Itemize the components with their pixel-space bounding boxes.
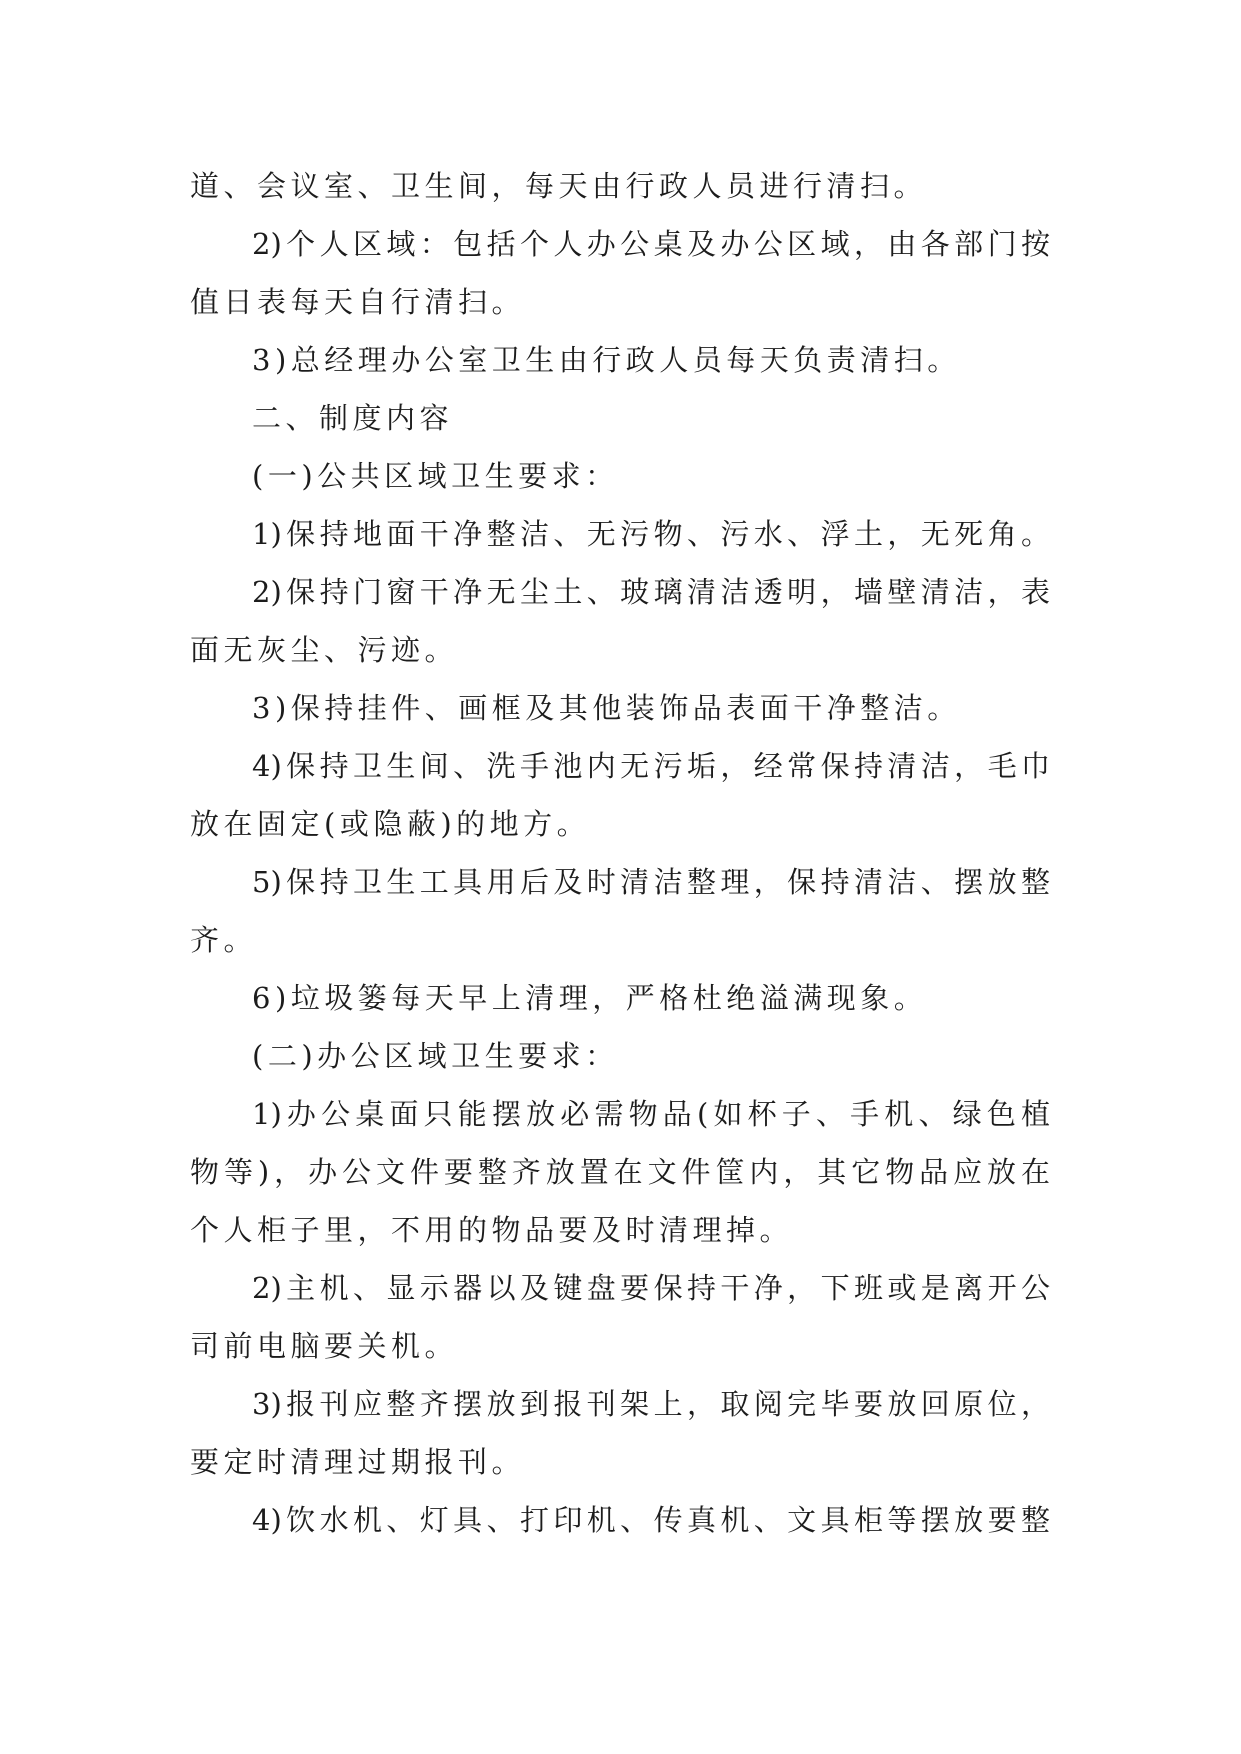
- paragraph: [190, 969, 1050, 1027]
- text-line: 6)垃圾篓每天早上清理，严格杜绝溢满现象。: [252, 981, 928, 1015]
- paragraph: [190, 1259, 1050, 1375]
- paragraph: [190, 215, 1050, 331]
- paragraph: [190, 157, 1050, 215]
- text-line: 放在固定(或隐蔽)的地方。: [190, 807, 591, 841]
- text-line: 个人柜子里，不用的物品要及时清理掉。: [190, 1213, 794, 1247]
- text-line: 道、会议室、卫生间，每天由行政人员进行清扫。: [190, 169, 928, 203]
- paragraph: [190, 737, 1050, 853]
- text-line: 2)保持门窗干净无尘土、玻璃清洁透明，墙壁清洁，表: [252, 575, 1050, 609]
- paragraph: [190, 331, 1050, 389]
- text-line: 1)办公桌面只能摆放必需物品(如杯子、手机、绿色植: [252, 1097, 1050, 1131]
- document-page: [190, 157, 1050, 1549]
- text-line: 4)保持卫生间、洗手池内无污垢，经常保持清洁，毛巾: [252, 749, 1050, 783]
- text-line: 2)个人区域：包括个人办公桌及办公区域，由各部门按: [252, 227, 1050, 261]
- paragraph: [190, 679, 1050, 737]
- text-line: (二)办公区域卫生要求：: [252, 1039, 619, 1073]
- text-line: 要定时清理过期报刊。: [190, 1445, 526, 1479]
- text-line: 司前电脑要关机。: [190, 1329, 459, 1363]
- paragraph: [190, 1491, 1050, 1549]
- paragraph: [190, 563, 1050, 679]
- text-line: 5)保持卫生工具用后及时清洁整理，保持清洁、摆放整: [252, 865, 1050, 899]
- text-line: 面无灰尘、污迹。: [190, 633, 459, 667]
- text-line: 3)保持挂件、画框及其他装饰品表面干净整洁。: [252, 691, 961, 725]
- paragraph: [190, 853, 1050, 969]
- text-line: 值日表每天自行清扫。: [190, 285, 526, 319]
- paragraph: [190, 1085, 1050, 1259]
- text-line: (一)公共区域卫生要求：: [252, 459, 619, 493]
- text-line: 2)主机、显示器以及键盘要保持干净，下班或是离开公: [252, 1271, 1050, 1305]
- text-line: 齐。: [190, 923, 258, 957]
- text-line: 二、制度内容: [252, 401, 454, 435]
- paragraph: [190, 1375, 1050, 1491]
- text-line: 1)保持地面干净整洁、无污物、污水、浮土，无死角。: [252, 517, 1050, 551]
- paragraph: [190, 505, 1050, 563]
- text-line: 物等)，办公文件要整齐放置在文件筐内，其它物品应放在: [190, 1155, 1050, 1189]
- subsection-heading: [190, 447, 1050, 505]
- text-line: 4)饮水机、灯具、打印机、传真机、文具柜等摆放要整: [252, 1503, 1050, 1537]
- text-line: 3)总经理办公室卫生由行政人员每天负责清扫。: [252, 343, 961, 377]
- section-heading: [190, 389, 1050, 447]
- text-line: 3)报刊应整齐摆放到报刊架上，取阅完毕要放回原位，: [252, 1387, 1050, 1421]
- subsection-heading: [190, 1027, 1050, 1085]
